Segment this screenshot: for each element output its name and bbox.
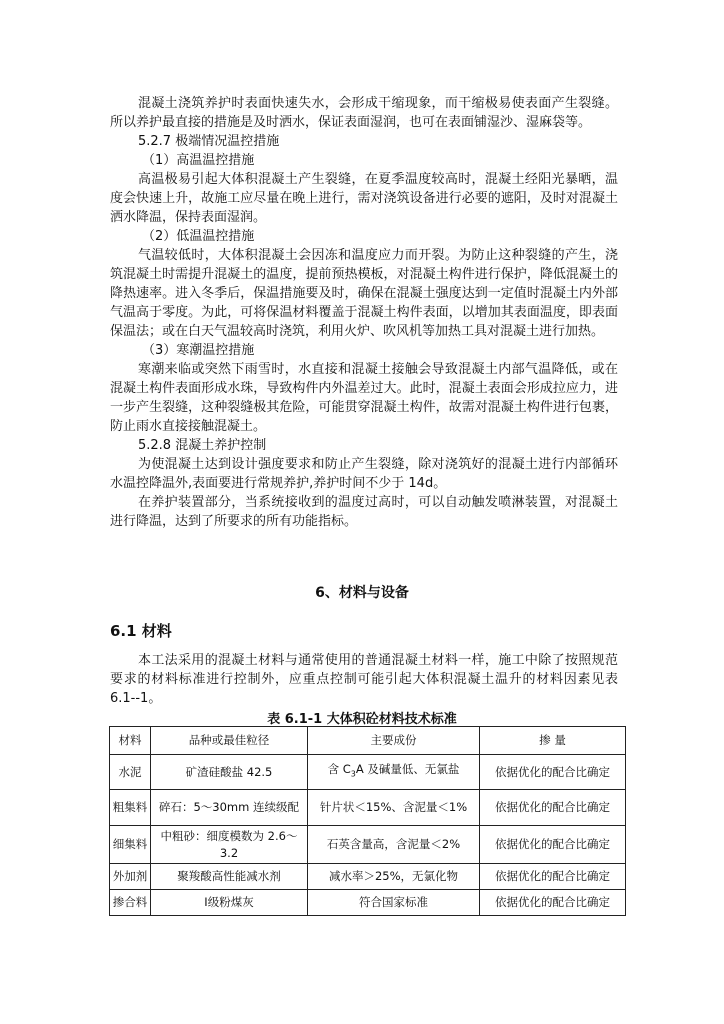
material-cell: 细集料 [110, 826, 151, 864]
component-text-rest: A 及碱量低、无氯盐 [355, 762, 460, 777]
item-high-temp-title: （1）高温温控措施 [142, 153, 255, 168]
paragraph-materials: 本工法采用的混凝土材料与通常使用的普通混凝土材料一样，施工中除了按照规范要求的材料标准进行控制外，应重点控制可能引起大体积混凝土温升的材料因素见表 6.1--1。 [110, 653, 618, 706]
paragraph-low-temp: 气温较低时，大体积混凝土会因冻和温度应力而开裂。为防止这种裂缝的产生，浇筑混凝土时需提升混凝土的温度，提前预热模板，对混凝土构件进行保护，降低混凝土的降热速率。进入冬季后，保温措施要及时，确保在混凝土强度达到一定值时混凝土内外部气温高于零度。为此，可将保温材料覆盖于混凝土构件表面，以增加其表面温度，即表面保温法；或在白天气温较高时浇筑，利用火炉、吹风机等加热工具对混凝土进行加热。 [110, 248, 618, 339]
table-row [110, 755, 626, 790]
material-cell: 外加剂 [110, 864, 151, 890]
table-row [110, 890, 626, 916]
section-title: 6.1 材料 [110, 622, 172, 640]
component-subscript: 3 [350, 769, 356, 779]
item-low-temp-title: （2）低温温控措施 [142, 229, 255, 244]
material-cell: 水泥 [110, 755, 151, 790]
table-row [110, 826, 626, 864]
table-row [110, 864, 626, 890]
subsection-5-2-8-title: 5.2.8 混凝土养护控制 [138, 438, 267, 453]
table-header-row [110, 727, 626, 755]
paragraph-curing-control: 为使混凝土达到设计强度要求和防止产生裂缝，除对浇筑好的混凝土进行内部循环水温控降温外,表面要进行常规养护,养护时间不少于 14d。 [110, 457, 618, 491]
dosage-cell: 依据优化的配合比确定 [480, 790, 626, 826]
paragraph-cold-wave: 寒潮来临或突然下雨雪时，水直接和混凝土接触会导致混凝土内部气温降低，或在混凝土构件表面形成水珠，导致构件内外温差过大。此时，混凝土表面会形成拉应力，进一步产生裂缝，这种裂缝极其危险，可能贯穿混凝土构件，故需对混凝土构件进行包裹，防止雨水直接接触混凝土。 [110, 362, 618, 434]
variety-cell: 中粗砂：细度模数为 2.6～3.2 [151, 826, 308, 864]
dosage-cell: 依据优化的配合比确定 [480, 755, 626, 790]
variety-cell: 矿渣硅酸盐 42.5 [151, 755, 308, 790]
header-cell: 材料 [110, 727, 151, 755]
dosage-cell: 依据优化的配合比确定 [480, 864, 626, 890]
body-text [110, 94, 618, 531]
header-cell: 主要成份 [308, 727, 480, 755]
main-component-cell: 石英含量高，含泥量＜2% [308, 826, 480, 864]
header-cell: 品种或最佳粒径 [151, 727, 308, 755]
main-component-cell: 减水率＞25%，无氯化物 [308, 864, 480, 890]
dosage-cell: 依据优化的配合比确定 [480, 826, 626, 864]
variety-cell: 碎石：5～30mm 连续级配 [151, 790, 308, 826]
table-row [110, 790, 626, 826]
paragraph-high-temp: 高温极易引起大体积混凝土产生裂缝，在夏季温度较高时，混凝土经阳光暴晒，温度会快速上升，故施工应尽量在晚上进行，需对浇筑设备进行必要的遮阳，及时对混凝土洒水降温，保持表面湿润。 [110, 172, 618, 225]
main-component-cell [308, 755, 480, 790]
dosage-cell: 依据优化的配合比确定 [480, 890, 626, 916]
main-component-cell: 符合国家标准 [308, 890, 480, 916]
component-text: 含 C [327, 762, 351, 777]
paragraph-curing-device: 在养护装置部分，当系统接收到的温度过高时，可以自动触发喷淋装置，对混凝土进行降温，达到了所要求的所有功能指标。 [110, 495, 618, 529]
paragraph-curing-intro: 混凝土浇筑养护时表面快速失水，会形成干缩现象，而干缩极易使表面产生裂缝。所以养护最直接的措施是及时洒水，保证表面湿润，也可在表面铺湿沙、湿麻袋等。 [110, 96, 618, 130]
variety-cell: 聚羧酸高性能减水剂 [151, 864, 308, 890]
variety-cell: Ⅰ级粉煤灰 [151, 890, 308, 916]
material-cell: 掺合料 [110, 890, 151, 916]
item-cold-wave-title: （3）寒潮温控措施 [142, 343, 255, 358]
main-component-cell: 针片状＜15%、含泥量＜1% [308, 790, 480, 826]
materials-table [109, 726, 626, 916]
chapter-title: 6、材料与设备 [315, 585, 409, 601]
header-cell: 掺 量 [480, 727, 626, 755]
subsection-5-2-7-title: 5.2.7 极端情况温控措施 [138, 134, 280, 149]
table-caption: 表 6.1-1 大体积砼材料技术标准 [267, 712, 457, 727]
material-cell: 粗集料 [110, 790, 151, 826]
section-paragraph [110, 651, 618, 708]
